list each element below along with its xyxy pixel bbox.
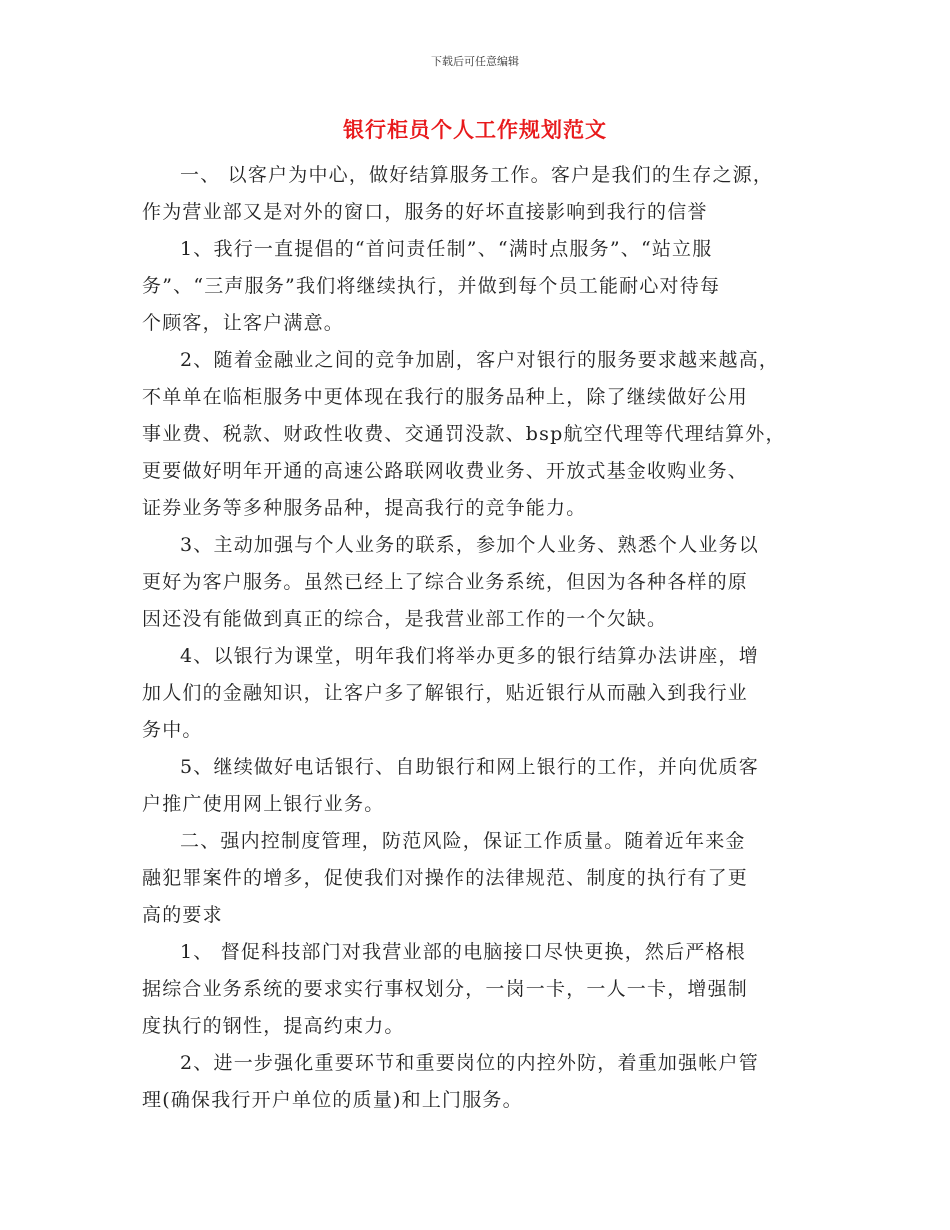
paragraph-line: 更好为客户服务。虽然已经上了综合业务系统，但因为各种各样的原 — [142, 571, 749, 593]
paragraph-line: 3、主动加强与个人业务的联系，参加个人业务、熟悉个人业务以 — [180, 534, 759, 556]
paragraph-line: 事业费、税款、财政性收费、交通罚没款、bsp航空代理等代理结算外， — [142, 423, 786, 445]
paragraph-line: 5、继续做好电话银行、自助银行和网上银行的工作，并向优质客 — [180, 756, 759, 778]
paragraph-line: 融犯罪案件的增多，促使我们对操作的法律规范、制度的执行有了更 — [142, 867, 749, 889]
paragraph-line: 一、 以客户为中心，做好结算服务工作。客户是我们的生存之源， — [180, 164, 774, 186]
paragraph-line: 因还没有能做到真正的综合，是我营业部工作的一个欠缺。 — [142, 608, 668, 630]
paragraph-line: 作为营业部又是对外的窗口，服务的好坏直接影响到我行的信誉 — [142, 201, 708, 223]
paragraph-line: 更要做好明年开通的高速公路联网收费业务、开放式基金收购业务、 — [142, 460, 749, 482]
paragraph-line: 务中。 — [142, 719, 203, 741]
paragraph-line: 理(确保我行开户单位的质量)和上门服务。 — [142, 1089, 523, 1111]
paragraph-line: 据综合业务系统的要求实行事权划分，一岗一卡，一人一卡，增强制 — [142, 978, 749, 1000]
paragraph-line: 度执行的钢性，提高约束力。 — [142, 1015, 405, 1037]
paragraph-line: 2、随着金融业之间的竞争加剧，客户对银行的服务要求越来越高， — [180, 349, 780, 371]
paragraph-line: 1、我行一直提倡的“首问责任制”、“满时点服务”、“站立服 — [180, 238, 713, 260]
document-title: 银行柜员个人工作规划范文 — [343, 117, 607, 142]
paragraph-line: 户推广使用网上银行业务。 — [142, 793, 385, 815]
paragraph-line: 加人们的金融知识，让客户多了解银行，贴近银行从而融入到我行业 — [142, 682, 749, 704]
paragraph-line: 1、 督促科技部门对我营业部的电脑接口尽快更换，然后严格根 — [180, 941, 746, 963]
header-note: 下载后可任意编辑 — [431, 55, 519, 68]
paragraph-line: 二、强内控制度管理，防范风险，保证工作质量。随着近年来金 — [180, 830, 746, 852]
paragraph-line: 证券业务等多种服务品种，提高我行的竞争能力。 — [142, 497, 587, 519]
document-body — [142, 160, 832, 1122]
paragraph-line: 4、以银行为课堂，明年我们将举办更多的银行结算办法讲座，增 — [180, 645, 759, 667]
paragraph-line: 2、进一步强化重要环节和重要岗位的内控外防，着重加强帐户管 — [180, 1052, 759, 1074]
paragraph-line: 个顾客，让客户满意。 — [142, 312, 345, 334]
paragraph-line: 务”、“三声服务”我们将继续执行，并做到每个员工能耐心对待每 — [142, 275, 721, 297]
paragraph-line: 高的要求 — [142, 904, 223, 926]
paragraph-line: 不单单在临柜服务中更体现在我行的服务品种上，除了继续做好公用 — [142, 386, 749, 408]
